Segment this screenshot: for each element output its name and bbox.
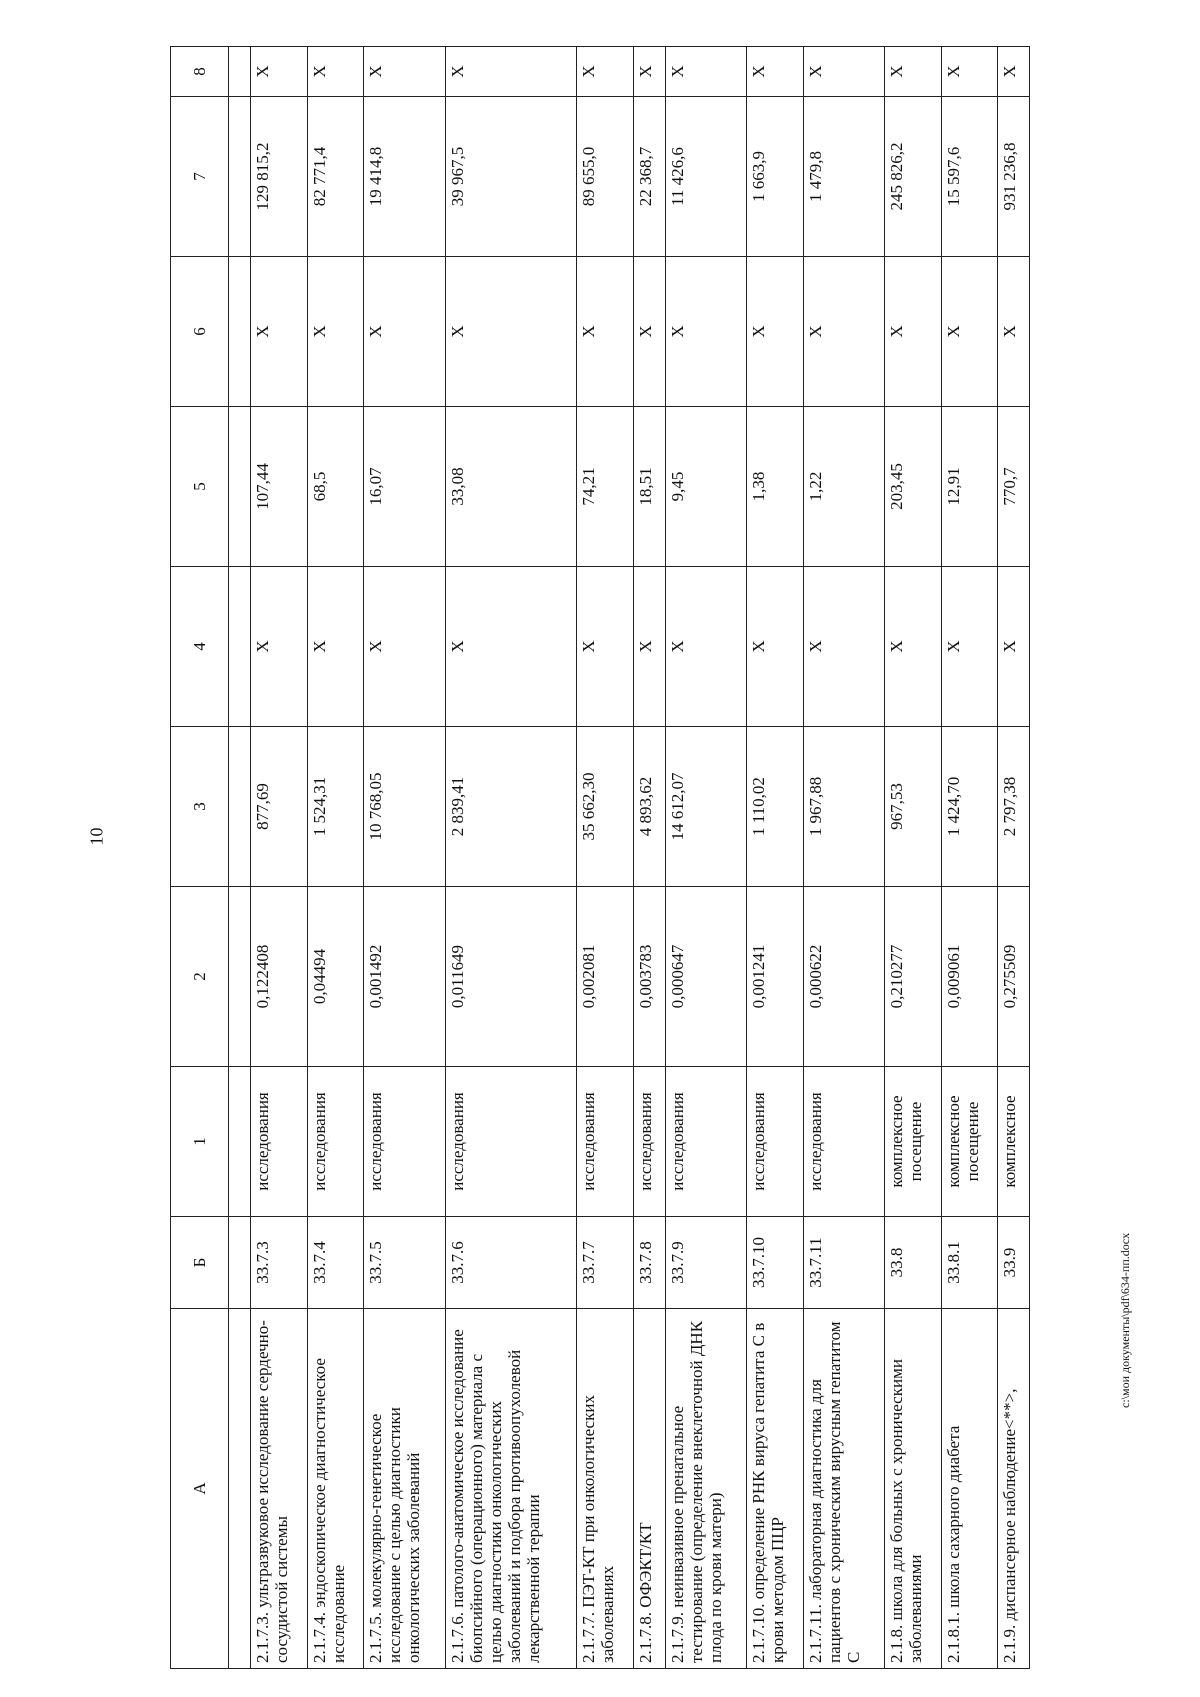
table-cell: 931 236,8	[998, 97, 1030, 257]
table-cell: исследования	[803, 1067, 885, 1217]
table-cell: 1 524,31	[307, 727, 364, 887]
table-cell: Х	[747, 257, 804, 407]
table-cell: 0,009061	[941, 887, 998, 1067]
table-cell: 0,04494	[307, 887, 364, 1067]
row-label-cell: 2.1.7.3. ультразвуковое исследование сердечно-сосудистой системы	[251, 1309, 308, 1669]
table-cell: Х	[941, 257, 998, 407]
table-cell: Х	[251, 257, 308, 407]
table-cell: Х	[445, 567, 577, 727]
table-cell: комплексное посещение	[885, 1067, 942, 1217]
table-cell: 0,003783	[634, 887, 666, 1067]
table-row	[634, 47, 666, 1669]
table-cell: 22 368,7	[634, 97, 666, 257]
row-label-cell: 2.1.7.9. неинвазивное пренатальное тестирование (определение внеклеточной ДНК плода по крови матери)	[665, 1309, 747, 1669]
spacer-cell	[228, 257, 250, 407]
table-cell: 245 826,2	[885, 97, 942, 257]
table-cell: Х	[998, 567, 1030, 727]
table-cell: Х	[634, 257, 666, 407]
row-label-cell: 2.1.7.10. определение РНК вируса гепатита С в крови методом ПЦР	[747, 1309, 804, 1669]
spacer-cell	[228, 1309, 250, 1669]
table-cell: Х	[885, 567, 942, 727]
row-label-cell: 2.1.7.4. эндоскопическое диагностическое исследование	[307, 1309, 364, 1669]
header-cell: 1	[171, 1067, 229, 1217]
table-cell: 33.7.10	[747, 1217, 804, 1309]
table-cell: 0,122408	[251, 887, 308, 1067]
spacer-cell	[228, 567, 250, 727]
table-cell: 129 815,2	[251, 97, 308, 257]
data-table	[170, 46, 1030, 1669]
table-cell: Х	[251, 567, 308, 727]
table-cell: 1 967,88	[803, 727, 885, 887]
table-cell: 1 110,02	[747, 727, 804, 887]
table-cell: Х	[665, 257, 747, 407]
table-cell: 107,44	[251, 407, 308, 567]
table-cell: 0,210277	[885, 887, 942, 1067]
table-cell: 1 663,9	[747, 97, 804, 257]
table-cell: 10 768,05	[364, 727, 446, 887]
page-number: 10	[86, 827, 107, 846]
spacer-cell	[228, 47, 250, 97]
header-row	[171, 47, 229, 1669]
table-cell: 33.7.5	[364, 1217, 446, 1309]
row-label-cell: 2.1.8.1. школа сахарного диабета	[941, 1309, 998, 1669]
table-cell: 19 414,8	[364, 97, 446, 257]
table-container	[170, 47, 1030, 1669]
table-row	[803, 47, 885, 1669]
header-cell: 2	[171, 887, 229, 1067]
table-cell: Х	[251, 47, 308, 97]
row-label-cell: 2.1.8. школа для больных с хроническими заболеваниями	[885, 1309, 942, 1669]
table-cell: Х	[885, 257, 942, 407]
table-cell: 33.7.8	[634, 1217, 666, 1309]
table-cell: Х	[445, 257, 577, 407]
table-cell: 11 426,6	[665, 97, 747, 257]
table-cell: 0,000622	[803, 887, 885, 1067]
table-cell: 0,000647	[665, 887, 747, 1067]
table-row	[885, 47, 942, 1669]
table-cell: комплексное посещение	[941, 1067, 998, 1217]
spacer-cell	[228, 407, 250, 567]
table-cell: Х	[307, 47, 364, 97]
table-cell: 16,07	[364, 407, 446, 567]
row-label-cell: 2.1.7.8. ОФЭКТ/КТ	[634, 1309, 666, 1669]
table-cell: 74,21	[577, 407, 634, 567]
table-cell: комплексное	[998, 1067, 1030, 1217]
table-cell: 0,002081	[577, 887, 634, 1067]
table-cell: Х	[747, 567, 804, 727]
table-cell: 33.8	[885, 1217, 942, 1309]
table-cell: исследования	[445, 1067, 577, 1217]
table-cell: Х	[634, 47, 666, 97]
table-body	[251, 47, 1030, 1669]
footer-file-path: c:\мои документы\pdf\634-пп.docx	[1118, 1232, 1132, 1408]
table-cell: Х	[665, 567, 747, 727]
table-cell: 14 612,07	[665, 727, 747, 887]
table-row	[364, 47, 446, 1669]
table-row	[941, 47, 998, 1669]
table-cell: 1,38	[747, 407, 804, 567]
row-label-cell: 2.1.7.7. ПЭТ-КТ при онкологических заболеваниях	[577, 1309, 634, 1669]
table-cell: Х	[577, 47, 634, 97]
table-cell: 2 797,38	[998, 727, 1030, 887]
table-cell: Х	[803, 47, 885, 97]
header-cell: 4	[171, 567, 229, 727]
header-cell: 3	[171, 727, 229, 887]
table-cell: 33.7.7	[577, 1217, 634, 1309]
table-cell: 0,001241	[747, 887, 804, 1067]
table-cell: Х	[445, 47, 577, 97]
table-cell: Х	[634, 567, 666, 727]
table-row	[577, 47, 634, 1669]
table-cell: 18,51	[634, 407, 666, 567]
table-cell: 33,08	[445, 407, 577, 567]
table-cell: исследования	[307, 1067, 364, 1217]
table-row	[251, 47, 308, 1669]
table-cell: Х	[307, 567, 364, 727]
table-cell: 203,45	[885, 407, 942, 567]
table-cell: 33.7.4	[307, 1217, 364, 1309]
table-row	[445, 47, 577, 1669]
table-cell: 4 893,62	[634, 727, 666, 887]
table-cell: 33.7.3	[251, 1217, 308, 1309]
header-cell: А	[171, 1309, 229, 1669]
spacer-cell	[228, 97, 250, 257]
table-cell: 15 597,6	[941, 97, 998, 257]
table-cell: 12,91	[941, 407, 998, 567]
spacer-cell	[228, 1217, 250, 1309]
table-cell: Х	[307, 257, 364, 407]
table-cell: Х	[364, 567, 446, 727]
table-cell: исследования	[364, 1067, 446, 1217]
table-cell: 967,53	[885, 727, 942, 887]
table-cell: 877,69	[251, 727, 308, 887]
table-cell: 770,7	[998, 407, 1030, 567]
table-cell: Х	[885, 47, 942, 97]
row-label-cell: 2.1.9. диспансерное наблюдение<**>,	[998, 1309, 1030, 1669]
table-cell: исследования	[577, 1067, 634, 1217]
table-cell: Х	[803, 567, 885, 727]
header-cell: 5	[171, 407, 229, 567]
table-row	[307, 47, 364, 1669]
table-cell: Х	[941, 47, 998, 97]
header-cell: 6	[171, 257, 229, 407]
table-cell: 33.8.1	[941, 1217, 998, 1309]
table-row	[998, 47, 1030, 1669]
table-cell: 39 967,5	[445, 97, 577, 257]
table-cell: исследования	[251, 1067, 308, 1217]
table-cell: Х	[665, 47, 747, 97]
table-cell: 33.7.9	[665, 1217, 747, 1309]
spacer-row	[228, 47, 250, 1669]
table-cell: 33.7.11	[803, 1217, 885, 1309]
table-cell: 89 655,0	[577, 97, 634, 257]
table-cell: 9,45	[665, 407, 747, 567]
table-cell: исследования	[665, 1067, 747, 1217]
table-cell: 1,22	[803, 407, 885, 567]
spacer-cell	[228, 887, 250, 1067]
table-cell: Х	[803, 257, 885, 407]
header-cell: 7	[171, 97, 229, 257]
table-cell: Х	[998, 257, 1030, 407]
table-cell: 0,001492	[364, 887, 446, 1067]
table-cell: 2 839,41	[445, 727, 577, 887]
table-cell: 0,011649	[445, 887, 577, 1067]
table-cell: 33.9	[998, 1217, 1030, 1309]
spacer-cell	[228, 727, 250, 887]
table-cell: Х	[577, 567, 634, 727]
table-cell: 1 424,70	[941, 727, 998, 887]
header-cell: Б	[171, 1217, 229, 1309]
header-cell: 8	[171, 47, 229, 97]
table-cell: 82 771,4	[307, 97, 364, 257]
table-cell: Х	[747, 47, 804, 97]
table-cell: 33.7.6	[445, 1217, 577, 1309]
row-label-cell: 2.1.7.11. лабораторная диагностика для пациентов с хроническим вирусным гепатитом С	[803, 1309, 885, 1669]
table-cell: 0,275509	[998, 887, 1030, 1067]
table-cell: Х	[941, 567, 998, 727]
row-label-cell: 2.1.7.6. патолого-анатомическое исследование биопсийного (операционного) материала с целью диагностики онкологических заболеваний и подбора противоопухолевой лекарственной терапии	[445, 1309, 577, 1669]
table-cell: Х	[577, 257, 634, 407]
table-cell: 1 479,8	[803, 97, 885, 257]
table-row	[665, 47, 747, 1669]
table-row	[747, 47, 804, 1669]
table-cell: 68,5	[307, 407, 364, 567]
spacer-cell	[228, 1067, 250, 1217]
table-cell: Х	[364, 47, 446, 97]
table-cell: Х	[998, 47, 1030, 97]
row-label-cell: 2.1.7.5. молекулярно-генетическое исследование с целью диагностики онкологических заболеваний	[364, 1309, 446, 1669]
table-cell: исследования	[747, 1067, 804, 1217]
table-cell: 35 662,30	[577, 727, 634, 887]
table-cell: Х	[364, 257, 446, 407]
table-cell: исследования	[634, 1067, 666, 1217]
